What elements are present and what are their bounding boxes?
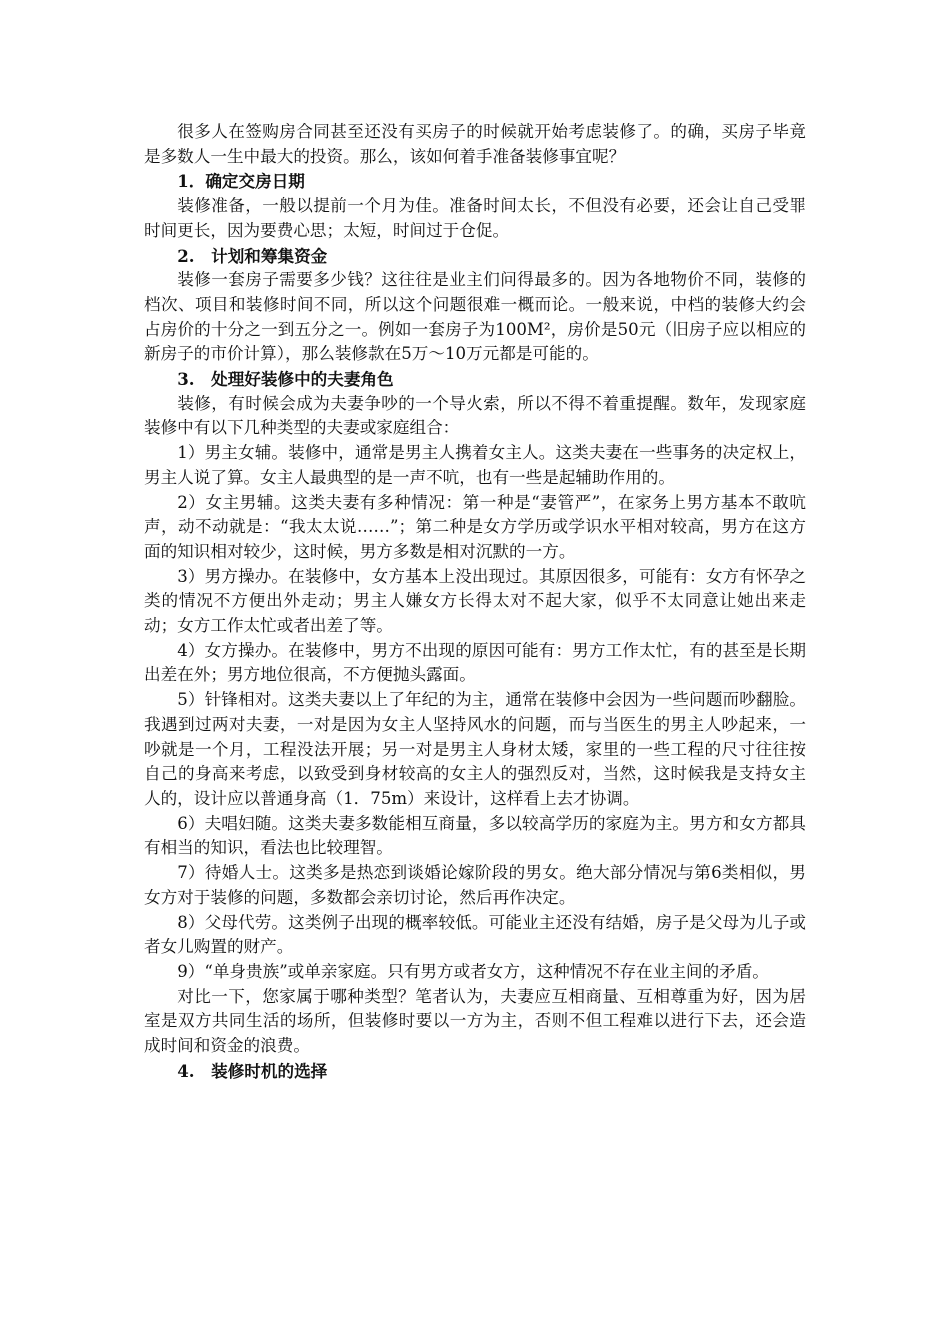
section-heading: 3. 处理好装修中的夫妻角色: [177, 369, 394, 390]
body-paragraph: 2）女主男辅。这类夫妻有多种情况：第一种是“妻管严”，在家务上男方基本不敢吭声，动不动就是：“我太太说……”；第二种是女方学历或学识水平相对较高，男方在这方面的知识相对较少，这时候，男方多数是相对沉默的一方。: [144, 492, 806, 561]
body-paragraph: 对比一下，您家属于哪种类型？笔者认为，夫妻应互相商量、互相尊重为好，因为居室是双方共同生活的场所，但装修时要以一方为主，否则不但工程难以进行下去，还会造成时间和资金的浪费。: [144, 986, 806, 1056]
body-paragraph: 装修，有时候会成为夫妻争吵的一个导火索，所以不得不着重提醒。数年，发现家庭装修中有以下几种类型的夫妻或家庭组合：: [144, 393, 806, 438]
body-paragraph: 装修一套房子需要多少钱？这往往是业主们问得最多的。因为各地物价不同，装修的档次、项目和装修时间不同，所以这个问题很难一概而论。一般来说，中档的装修大约会占房价的十分之一到五分之一。例如一套房子为100M²，房价是50元（旧房子应以相应的新房子的市价计算），那么装修款在5万～10万元都是可能的。: [144, 270, 806, 364]
body-paragraph: 5）针锋相对。这类夫妻以上了年纪的为主，通常在装修中会因为一些问题而吵翻脸。我遇到过两对夫妻，一对是因为女主人坚持风水的问题，而与当医生的男主人吵起来，一吵就是一个月，工程没法开展；另一对是男主人身材太矮，家里的一些工程的尺寸往往按自己的身高来考虑，以致受到身材较高的女主人的强烈反对，当然，这时候我是支持女主人的，设计应以普通身高（1．75m）来设计，这样看上去才协调。: [144, 690, 806, 808]
body-paragraph: 3）男方操办。在装修中，女方基本上没出现过。其原因很多，可能有：女方有怀孕之类的情况不方便出外走动；男主人嫌女方长得太对不起大家，似乎不太同意让她出来走动；女方工作太忙或者出差了等。: [144, 566, 806, 636]
section-heading: 4. 装修时机的选择: [177, 1060, 328, 1081]
document-page: [144, 120, 806, 1083]
body-paragraph: 装修准备，一般以提前一个月为佳。准备时间太长，不但没有必要，还会让自己受罪时间更长，因为要费心思；太短，时间过于仓促。: [144, 196, 806, 240]
section-heading: 2. 计划和筹集资金: [177, 245, 328, 266]
body-paragraph: 8）父母代劳。这类例子出现的概率较低。可能业主还没有结婚，房子是父母为儿子或者女儿购置的财产。: [144, 912, 806, 957]
body-paragraph: 4）女方操办。在装修中，男方不出现的原因可能有：男方工作太忙，有的甚至是长期出差在外；男方地位很高，不方便抛头露面。: [144, 640, 806, 685]
body-paragraph: 1）男主女辅。装修中，通常是男主人携着女主人。这类夫妻在一些事务的决定权上，男主人说了算。女主人最典型的是一声不吭，也有一些是起辅助作用的。: [144, 443, 806, 487]
body-paragraph: 很多人在签购房合同甚至还没有买房子的时候就开始考虑装修了。的确，买房子毕竟是多数人一生中最大的投资。那么，该如何着手准备装修事宜呢？: [144, 122, 806, 166]
body-paragraph: 6）夫唱妇随。这类夫妻多数能相互商量，多以较高学历的家庭为主。男方和女方都具有相当的知识，看法也比较理智。: [144, 813, 806, 858]
body-paragraph: 9）“单身贵族”或单亲家庭。只有男方或者女方，这种情况不存在业主间的矛盾。: [177, 961, 769, 981]
body-paragraph: 7）待婚人士。这类多是热恋到谈婚论嫁阶段的男女。绝大部分情况与第6类相似，男女方对于装修的问题，多数都会亲切讨论，然后再作决定。: [144, 863, 806, 907]
section-heading: 1．确定交房日期: [177, 171, 305, 192]
